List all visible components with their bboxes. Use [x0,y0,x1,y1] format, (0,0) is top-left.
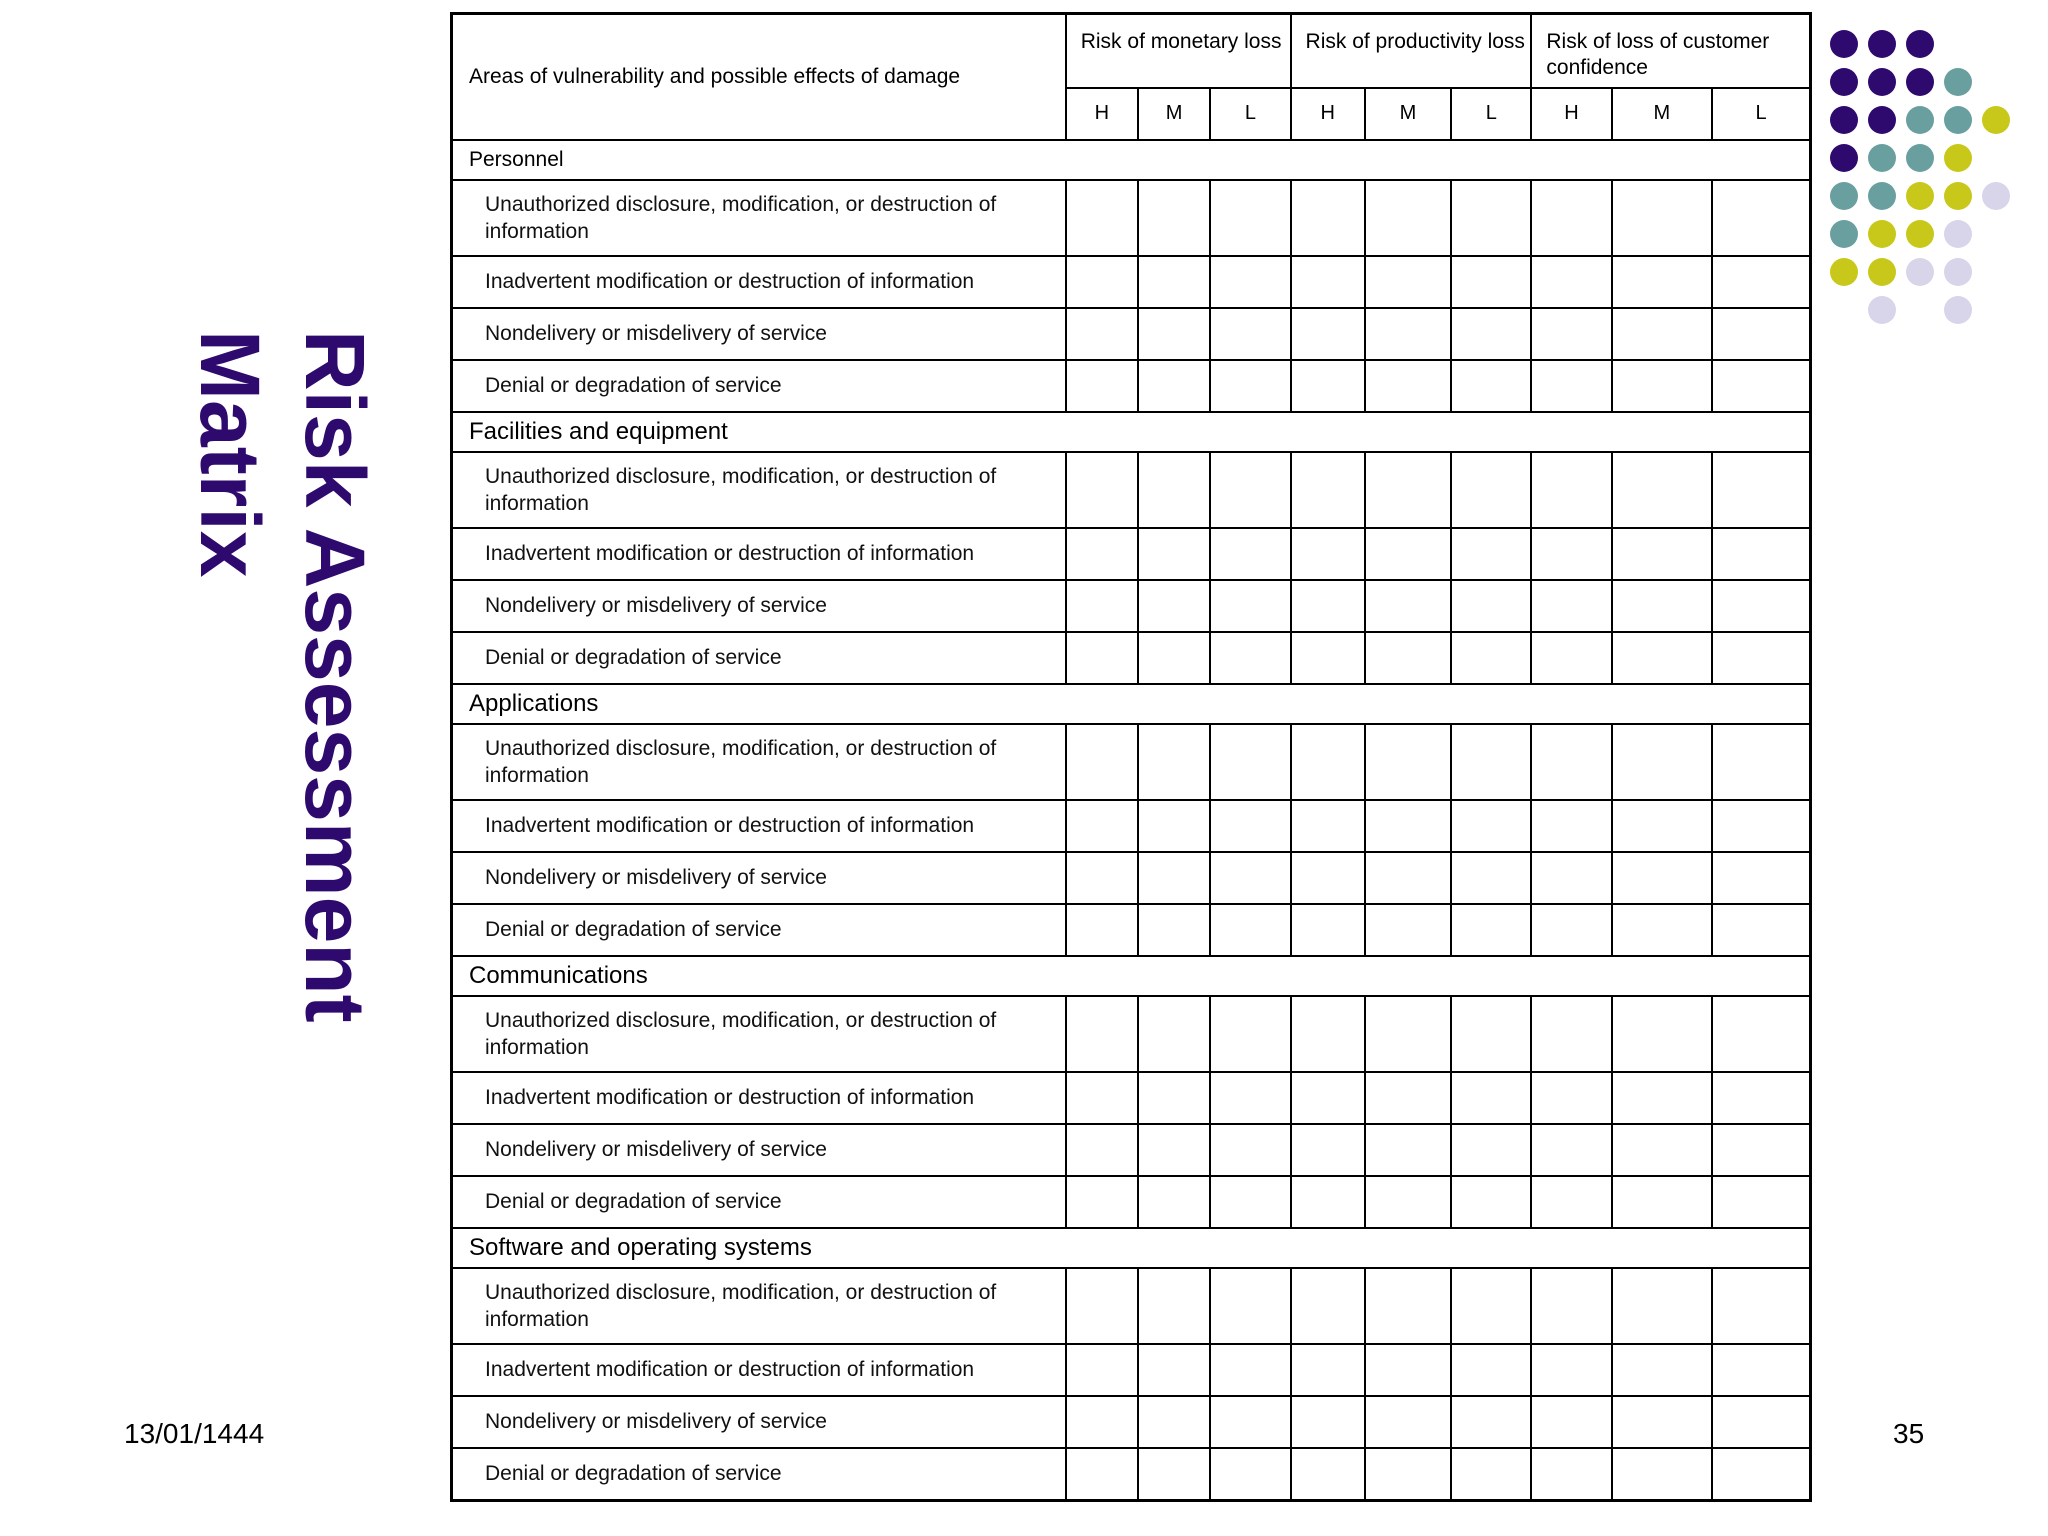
table-row [452,632,1811,684]
rating-cell[interactable] [1365,904,1451,956]
rating-cell[interactable] [1365,528,1451,580]
rating-cell[interactable] [1210,632,1290,684]
rating-cell[interactable] [1712,800,1810,852]
risk-assessment-table [450,12,1812,1502]
rating-cell[interactable] [1451,1268,1531,1344]
rating-cell[interactable] [1451,1344,1531,1396]
section-heading: Personnel [452,140,1066,180]
decorative-dot [1830,220,1858,248]
section-heading: Applications [452,684,1066,724]
vulnerability-item-label: Nondelivery or misdelivery of service [452,1124,1066,1176]
rating-cell[interactable] [1291,1072,1365,1124]
rating-cell[interactable] [1210,852,1290,904]
decorative-dot [1906,144,1934,172]
vulnerability-item-label: Unauthorized disclosure, modification, or destruction of information [452,452,1066,528]
rating-cell[interactable] [1612,528,1712,580]
rating-cell[interactable] [1210,256,1290,308]
rating-cell[interactable] [1291,1124,1365,1176]
rating-cell[interactable] [1210,180,1290,256]
rating-cell[interactable] [1612,1344,1712,1396]
decorative-dot [1906,258,1934,286]
rating-cell[interactable] [1612,452,1712,528]
rating-cell[interactable] [1712,1448,1810,1501]
rating-cell[interactable] [1612,724,1712,800]
rating-cell[interactable] [1451,1396,1531,1448]
rating-cell[interactable] [1138,180,1210,256]
risk-group-header-monetary: Risk of monetary loss [1066,14,1291,88]
rating-cell[interactable] [1365,996,1451,1072]
rating-cell[interactable] [1612,1448,1712,1501]
rating-cell[interactable] [1365,1176,1451,1228]
rating-cell[interactable] [1138,256,1210,308]
rating-cell[interactable] [1210,308,1290,360]
rating-cell[interactable] [1365,360,1451,412]
decorative-dot [1982,182,2010,210]
level-header: H [1531,88,1611,140]
rating-cell[interactable] [1066,852,1138,904]
vulnerability-item-label: Nondelivery or misdelivery of service [452,1396,1066,1448]
decorative-dot [1868,30,1896,58]
rating-cell[interactable] [1612,580,1712,632]
rating-cell[interactable] [1291,452,1365,528]
rating-cell[interactable] [1138,1396,1210,1448]
rating-cell[interactable] [1531,632,1611,684]
rating-cell[interactable] [1291,904,1365,956]
decorative-dot [1830,68,1858,96]
rating-cell[interactable] [1291,1268,1365,1344]
rating-cell[interactable] [1138,1268,1210,1344]
rating-cell[interactable] [1451,996,1531,1072]
rating-cell[interactable] [1291,1176,1365,1228]
table-row [452,852,1811,904]
rating-cell[interactable] [1531,360,1611,412]
rating-cell[interactable] [1066,1396,1138,1448]
rating-cell[interactable] [1210,580,1290,632]
section-row [452,140,1811,180]
slide-title-line-2: Matrix [183,330,277,578]
rating-cell[interactable] [1531,1396,1611,1448]
rating-cell[interactable] [1365,452,1451,528]
rating-cell[interactable] [1531,904,1611,956]
area-column-header: Areas of vulnerability and possible effects of damage [452,14,1066,140]
decorative-dot [1906,220,1934,248]
rating-cell[interactable] [1210,1176,1290,1228]
rating-cell[interactable] [1138,904,1210,956]
level-header: M [1138,88,1210,140]
section-heading: Facilities and equipment [452,412,1066,452]
section-row [452,412,1811,452]
rating-cell[interactable] [1612,904,1712,956]
rating-cell[interactable] [1210,1268,1290,1344]
rating-cell[interactable] [1066,452,1138,528]
rating-cell[interactable] [1451,1448,1531,1501]
rating-cell[interactable] [1531,452,1611,528]
decorative-dot [1830,182,1858,210]
rating-cell[interactable] [1138,452,1210,528]
rating-cell[interactable] [1138,308,1210,360]
slide-title [180,330,390,1090]
rating-cell[interactable] [1066,724,1138,800]
rating-cell[interactable] [1612,800,1712,852]
decorative-dot [1868,296,1896,324]
rating-cell[interactable] [1291,256,1365,308]
rating-cell[interactable] [1291,1448,1365,1501]
decorative-dot [1868,220,1896,248]
vulnerability-item-label: Nondelivery or misdelivery of service [452,308,1066,360]
decorative-dot [1944,296,1972,324]
rating-cell[interactable] [1612,1072,1712,1124]
rating-cell[interactable] [1066,256,1138,308]
rating-cell[interactable] [1612,256,1712,308]
rating-cell[interactable] [1612,996,1712,1072]
vulnerability-item-label: Inadvertent modification or destruction of information [452,528,1066,580]
rating-cell[interactable] [1612,852,1712,904]
rating-cell[interactable] [1451,904,1531,956]
rating-cell[interactable] [1531,1124,1611,1176]
rating-cell[interactable] [1291,180,1365,256]
rating-cell[interactable] [1531,724,1611,800]
rating-cell[interactable] [1612,1176,1712,1228]
rating-cell[interactable] [1210,452,1290,528]
rating-cell[interactable] [1365,1072,1451,1124]
rating-cell[interactable] [1138,852,1210,904]
table-row [452,904,1811,956]
rating-cell[interactable] [1138,1072,1210,1124]
level-header: M [1612,88,1712,140]
rating-cell[interactable] [1365,724,1451,800]
table-row [452,528,1811,580]
table-row [452,180,1811,256]
rating-cell[interactable] [1291,1344,1365,1396]
section-row [452,956,1811,996]
level-header: L [1210,88,1290,140]
rating-cell[interactable] [1138,528,1210,580]
rating-cell[interactable] [1066,1268,1138,1344]
level-header: H [1066,88,1138,140]
decorative-dot [1906,106,1934,134]
rating-cell[interactable] [1451,800,1531,852]
rating-cell[interactable] [1138,580,1210,632]
decorative-dot [1982,106,2010,134]
vulnerability-item-label: Unauthorized disclosure, modification, or destruction of information [452,1268,1066,1344]
section-heading: Software and operating systems [452,1228,1066,1268]
risk-group-header-customer-confidence: Risk of loss of customer confidence [1531,14,1810,88]
rating-cell[interactable] [1612,180,1712,256]
rating-cell[interactable] [1612,632,1712,684]
rating-cell[interactable] [1138,724,1210,800]
rating-cell[interactable] [1138,1448,1210,1501]
table-row [452,1268,1811,1344]
section-heading-fill [1066,140,1811,180]
decorative-dot [1906,68,1934,96]
rating-cell[interactable] [1066,360,1138,412]
table-row [452,1396,1811,1448]
rating-cell[interactable] [1291,1396,1365,1448]
rating-cell[interactable] [1712,632,1810,684]
vulnerability-item-label: Unauthorized disclosure, modification, or destruction of information [452,724,1066,800]
rating-cell[interactable] [1712,1072,1810,1124]
rating-cell[interactable] [1451,308,1531,360]
table-row [452,256,1811,308]
rating-cell[interactable] [1066,996,1138,1072]
rating-cell[interactable] [1712,256,1810,308]
rating-cell[interactable] [1066,1176,1138,1228]
rating-cell[interactable] [1365,1396,1451,1448]
vulnerability-item-label: Inadvertent modification or destruction of information [452,800,1066,852]
decorative-dot [1944,106,1972,134]
section-heading-fill [1066,956,1811,996]
rating-cell[interactable] [1451,256,1531,308]
table-row [452,1124,1811,1176]
rating-cell[interactable] [1365,580,1451,632]
vulnerability-item-label: Denial or degradation of service [452,904,1066,956]
rating-cell[interactable] [1291,852,1365,904]
rating-cell[interactable] [1210,1344,1290,1396]
rating-cell[interactable] [1531,580,1611,632]
table-row [452,1072,1811,1124]
vulnerability-item-label: Unauthorized disclosure, modification, or destruction of information [452,996,1066,1072]
rating-cell[interactable] [1365,1124,1451,1176]
decorative-dot-pattern [1830,30,2030,340]
decorative-dot [1868,182,1896,210]
rating-cell[interactable] [1612,1396,1712,1448]
rating-cell[interactable] [1451,528,1531,580]
decorative-dot [1906,30,1934,58]
section-heading: Communications [452,956,1066,996]
rating-cell[interactable] [1712,724,1810,800]
rating-cell[interactable] [1531,528,1611,580]
rating-cell[interactable] [1291,800,1365,852]
decorative-dot [1944,258,1972,286]
rating-cell[interactable] [1712,1396,1810,1448]
rating-cell[interactable] [1451,632,1531,684]
rating-cell[interactable] [1712,180,1810,256]
decorative-dot [1944,182,1972,210]
table-row [452,996,1811,1072]
rating-cell[interactable] [1066,800,1138,852]
rating-cell[interactable] [1451,724,1531,800]
rating-cell[interactable] [1066,1344,1138,1396]
rating-cell[interactable] [1210,800,1290,852]
level-header: M [1365,88,1451,140]
header-row [452,14,1811,88]
table-row [452,1344,1811,1396]
rating-cell[interactable] [1712,580,1810,632]
rating-cell[interactable] [1291,308,1365,360]
rating-cell[interactable] [1210,360,1290,412]
slide-page-number: 35 [1893,1418,1925,1449]
rating-cell[interactable] [1066,632,1138,684]
rating-cell[interactable] [1066,308,1138,360]
decorative-dot [1868,258,1896,286]
table-row [452,580,1811,632]
rating-cell[interactable] [1138,800,1210,852]
decorative-dot [1830,258,1858,286]
vulnerability-item-label: Denial or degradation of service [452,632,1066,684]
vulnerability-item-label: Denial or degradation of service [452,1176,1066,1228]
rating-cell[interactable] [1451,580,1531,632]
rating-cell[interactable] [1210,1072,1290,1124]
rating-cell[interactable] [1712,852,1810,904]
table-row [452,1176,1811,1228]
rating-cell[interactable] [1712,1124,1810,1176]
rating-cell[interactable] [1712,452,1810,528]
rating-cell[interactable] [1712,1268,1810,1344]
rating-cell[interactable] [1291,724,1365,800]
rating-cell[interactable] [1066,1124,1138,1176]
rating-cell[interactable] [1066,1448,1138,1501]
vulnerability-item-label: Denial or degradation of service [452,360,1066,412]
decorative-dot [1944,68,1972,96]
rating-cell[interactable] [1365,852,1451,904]
decorative-dot [1868,68,1896,96]
rating-cell[interactable] [1365,180,1451,256]
rating-cell[interactable] [1531,308,1611,360]
level-header: H [1291,88,1365,140]
vulnerability-item-label: Nondelivery or misdelivery of service [452,580,1066,632]
table-row [452,1448,1811,1501]
vulnerability-item-label: Denial or degradation of service [452,1448,1066,1501]
rating-cell[interactable] [1210,904,1290,956]
rating-cell[interactable] [1712,1176,1810,1228]
table-row [452,452,1811,528]
level-header: L [1451,88,1531,140]
vulnerability-item-label: Nondelivery or misdelivery of service [452,852,1066,904]
rating-cell[interactable] [1531,256,1611,308]
decorative-dot [1868,144,1896,172]
rating-cell[interactable] [1066,180,1138,256]
section-heading-fill [1066,1228,1811,1268]
vulnerability-item-label: Unauthorized disclosure, modification, or destruction of information [452,180,1066,256]
rating-cell[interactable] [1365,800,1451,852]
rating-cell[interactable] [1712,1344,1810,1396]
rating-cell[interactable] [1531,1268,1611,1344]
table-row [452,360,1811,412]
slide-title-line-1: Risk Assessment [288,330,382,1023]
rating-cell[interactable] [1365,1448,1451,1501]
rating-cell[interactable] [1712,528,1810,580]
rating-cell[interactable] [1612,1268,1712,1344]
table-row [452,724,1811,800]
rating-cell[interactable] [1451,1072,1531,1124]
rating-cell[interactable] [1066,528,1138,580]
rating-cell[interactable] [1365,1344,1451,1396]
rating-cell[interactable] [1210,724,1290,800]
rating-cell[interactable] [1365,632,1451,684]
rating-cell[interactable] [1451,452,1531,528]
rating-cell[interactable] [1291,632,1365,684]
decorative-dot [1868,106,1896,134]
rating-cell[interactable] [1612,308,1712,360]
rating-cell[interactable] [1210,1448,1290,1501]
vulnerability-item-label: Inadvertent modification or destruction of information [452,256,1066,308]
rating-cell[interactable] [1066,904,1138,956]
rating-cell[interactable] [1451,852,1531,904]
rating-cell[interactable] [1365,256,1451,308]
rating-cell[interactable] [1451,1124,1531,1176]
vulnerability-item-label: Inadvertent modification or destruction of information [452,1344,1066,1396]
rating-cell[interactable] [1291,360,1365,412]
rating-cell[interactable] [1531,852,1611,904]
risk-group-header-productivity: Risk of productivity loss [1291,14,1532,88]
rating-cell[interactable] [1531,1344,1611,1396]
level-header: L [1712,88,1810,140]
decorative-dot [1944,144,1972,172]
table-row [452,800,1811,852]
table-row [452,308,1811,360]
rating-cell[interactable] [1066,580,1138,632]
vulnerability-item-label: Inadvertent modification or destruction of information [452,1072,1066,1124]
rating-cell[interactable] [1531,180,1611,256]
decorative-dot [1830,144,1858,172]
rating-cell[interactable] [1531,1176,1611,1228]
decorative-dot [1830,106,1858,134]
rating-cell[interactable] [1365,308,1451,360]
rating-cell[interactable] [1451,1176,1531,1228]
decorative-dot [1906,182,1934,210]
rating-cell[interactable] [1210,996,1290,1072]
section-row [452,684,1811,724]
rating-cell[interactable] [1531,996,1611,1072]
rating-cell[interactable] [1531,800,1611,852]
rating-cell[interactable] [1210,1396,1290,1448]
rating-cell[interactable] [1365,1268,1451,1344]
section-heading-fill [1066,412,1811,452]
rating-cell[interactable] [1138,1124,1210,1176]
decorative-dot [1944,220,1972,248]
rating-cell[interactable] [1138,632,1210,684]
rating-cell[interactable] [1138,1176,1210,1228]
rating-cell[interactable] [1612,1124,1712,1176]
rating-cell[interactable] [1210,1124,1290,1176]
rating-cell[interactable] [1210,528,1290,580]
rating-cell[interactable] [1291,528,1365,580]
rating-cell[interactable] [1451,360,1531,412]
rating-cell[interactable] [1712,360,1810,412]
rating-cell[interactable] [1291,580,1365,632]
rating-cell[interactable] [1531,1448,1611,1501]
rating-cell[interactable] [1138,360,1210,412]
rating-cell[interactable] [1612,360,1712,412]
rating-cell[interactable] [1138,1344,1210,1396]
rating-cell[interactable] [1451,180,1531,256]
rating-cell[interactable] [1712,904,1810,956]
decorative-dot [1830,30,1858,58]
rating-cell[interactable] [1531,1072,1611,1124]
rating-cell[interactable] [1712,308,1810,360]
slide-date: 13/01/1444 [124,1418,265,1449]
rating-cell[interactable] [1066,1072,1138,1124]
rating-cell[interactable] [1138,996,1210,1072]
section-row [452,1228,1811,1268]
rating-cell[interactable] [1712,996,1810,1072]
rating-cell[interactable] [1291,996,1365,1072]
section-heading-fill [1066,684,1811,724]
